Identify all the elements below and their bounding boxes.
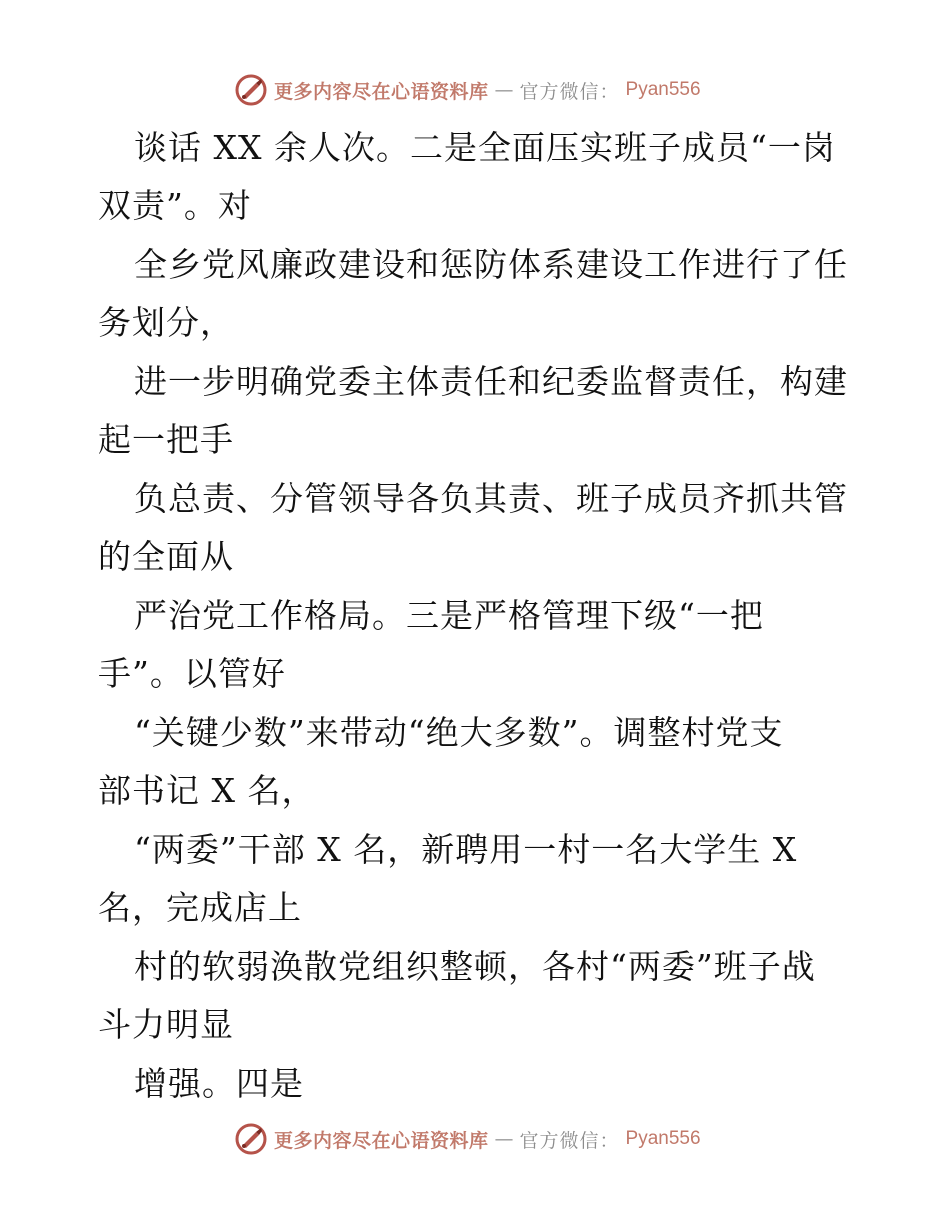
banner-wechat-id: Pyan556	[625, 79, 701, 100]
banner-title: 更多内容尽在心语资料库	[274, 1129, 489, 1152]
body-line-14: 名，完成店上	[98, 888, 302, 927]
banner-separator: —	[494, 79, 514, 101]
banner-wechat-label: 官方微信：	[519, 80, 620, 103]
body-line-11: “关键少数”来带动“绝大多数”。调整村党支	[134, 713, 784, 752]
banner-title: 更多内容尽在心语资料库	[274, 80, 489, 103]
body-line-3: 全乡党风廉政建设和惩防体系建设工作进行了任	[134, 245, 848, 284]
body-line-12: 部书记 X 名，	[98, 771, 316, 810]
body-line-16: 斗力明显	[98, 1005, 234, 1044]
body-line-10: 手”。以管好	[98, 654, 286, 693]
body-line-6: 起一把手	[98, 420, 234, 459]
body-line-9: 严治党工作格局。三是严格管理下级“一把	[134, 596, 764, 635]
body-line-4: 务划分，	[98, 303, 234, 342]
body-line-2: 双责”。对	[98, 186, 252, 225]
banner-wechat-id: Pyan556	[625, 1128, 701, 1149]
body-line-1: 谈话 XX 余人次。二是全面压实班子成员“一岗	[134, 128, 836, 167]
body-line-15: 村的软弱涣散党组织整顿，各村“两委”班子战	[134, 947, 816, 986]
banner-wechat-label: 官方微信：	[519, 1129, 620, 1152]
body-line-13: “两委”干部 X 名，新聘用一村一名大学生 X	[134, 830, 798, 869]
pen-logo-icon	[234, 1122, 268, 1156]
body-line-7: 负总责、分管领导各负其责、班子成员齐抓共管	[134, 479, 848, 518]
pen-logo-icon	[234, 73, 268, 107]
body-line-8: 的全面从	[98, 537, 234, 576]
footer-banner	[234, 1120, 701, 1158]
header-banner	[234, 71, 701, 109]
banner-separator: —	[494, 1128, 514, 1150]
body-line-5: 进一步明确党委主体责任和纪委监督责任，构建	[134, 362, 848, 401]
body-line-17: 增强。四是	[134, 1064, 304, 1103]
